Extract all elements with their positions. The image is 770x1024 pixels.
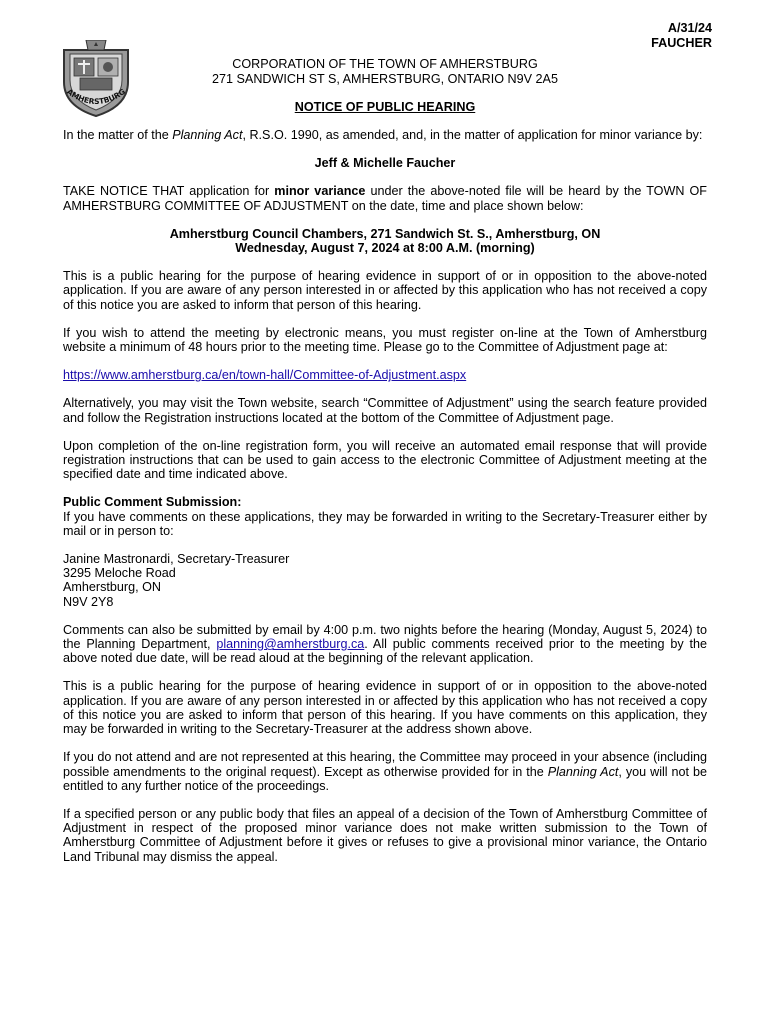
non-attendance-text-a: If you do not attend and are not represented at this hearing, the Committee may proceed in your absence (including possible amendments to the original request). Except as otherwise provided for in the: [63, 750, 707, 779]
letterhead: [150, 57, 620, 86]
file-name: FAUCHER: [651, 36, 712, 50]
non-attendance-text-b: , you will not be entitled to any further notice of the proceedings.: [63, 764, 707, 793]
email-submission-paragraph: [63, 623, 707, 666]
planning-act-ref-2: Planning Act: [547, 764, 619, 779]
committee-url-paragraph: [63, 368, 707, 382]
organization-name: CORPORATION OF THE TOWN OF AMHERSTBURG: [232, 57, 538, 71]
file-reference: [651, 21, 712, 51]
address-city: Amherstburg, ON: [63, 580, 161, 595]
venue-block: [63, 227, 707, 255]
take-notice-text-a: TAKE NOTICE THAT application for: [63, 184, 275, 199]
mailing-address: [63, 552, 707, 609]
take-notice-text-b: under the above-noted file will be heard by the TOWN OF AMHERSTBURG COMMITTEE OF ADJUSTMENT on the date, time and place shown below:: [63, 184, 707, 213]
file-number: A/31/24: [667, 21, 712, 35]
matter-paragraph: [63, 128, 707, 142]
registration-paragraph: Upon completion of the on-line registration form, you will receive an automated email response that will provide registration instructions that can be used to gain access to the electronic Committee of Adjustment meeting at the specified date and time indicated above.: [63, 438, 707, 482]
appeal-paragraph: If a specified person or any public body that files an appeal of a decision of the Town of Amherstburg Committee of Adjustment in respect of the proposed minor variance does not make written submission to the Town of Amherstburg Committee of Adjustment before it gives or refuses to give a provisional minor variance, the Ontario Land Tribunal may dismiss the appeal.: [63, 806, 707, 864]
planning-act-ref: Planning Act: [172, 128, 243, 142]
public-hearing-paragraph-2: This is a public hearing for the purpose of hearing evidence in support of or in opposition to the above-noted application. If you are aware of any person interested in or affected by this application who has not received a copy of this notice you are asked to inform that person of this hearing. If you have comments on this application, they may be forwarded in writing to the Secretary-Treasurer at the address shown above.: [63, 679, 707, 737]
committee-page-link[interactable]: https://www.amherstburg.ca/en/town-hall/Committee-of-Adjustment.aspx: [63, 368, 467, 383]
email-text-a: Comments can also be submitted by email by 4:00 p.m. two nights before the hearing (Monday, August 5, 2024) to the Planning Department,: [63, 622, 707, 652]
address-name: Janine Mastronardi, Secretary-Treasurer: [63, 552, 290, 567]
electronic-attendance-paragraph: If you wish to attend the meeting by electronic means, you must register on-line at the Town of Amherstburg website a minimum of 48 hours prior to the meeting time. Please go to the Committee of Adjustment page at:: [63, 325, 707, 355]
notice-title: NOTICE OF PUBLIC HEARING: [294, 100, 476, 114]
venue-datetime: Wednesday, August 7, 2024 at 8:00 A.M. (morning): [235, 241, 535, 256]
non-attendance-paragraph: [63, 750, 707, 793]
public-hearing-paragraph: This is a public hearing for the purpose of hearing evidence in support of or in opposition to the above-noted application. If you are aware of any person interested in or affected by this application who has not received a copy of this notice you are asked to inform that person of this hearing.: [63, 269, 707, 312]
venue-location: Amherstburg Council Chambers, 271 Sandwich St. S., Amherstburg, ON: [169, 226, 601, 241]
matter-text-b: , R.S.O. 1990, as amended, and, in the matter of application for minor variance by:: [242, 128, 703, 142]
organization-address: 271 SANDWICH ST S, AMHERSTBURG, ONTARIO N9V 2A5: [212, 71, 558, 86]
address-street: 3295 Meloche Road: [63, 566, 176, 581]
take-notice-paragraph: [63, 184, 707, 212]
minor-variance-emphasis: minor variance: [274, 184, 366, 199]
comment-submission-section: [63, 495, 707, 538]
comment-submission-text: If you have comments on these applications, they may be forwarded in writing to the Secretary-Treasurer either by mail or in person to:: [63, 509, 707, 538]
address-postal: N9V 2Y8: [63, 594, 114, 609]
applicant-name: Jeff & Michelle Faucher: [314, 156, 456, 171]
planning-email-link[interactable]: planning@amherstburg.ca: [216, 637, 365, 652]
email-text-b: . All public comments received prior to the meeting by the above noted due date, will be read aloud at the beginning of the relevant application.: [63, 637, 707, 666]
website-search-paragraph: Alternatively, you may visit the Town website, search “Committee of Adjustment” using the search feature provided and follow the Registration instructions located at the bottom of the Committee of Adjustment page.: [63, 396, 707, 425]
matter-text-a: In the matter of the: [63, 128, 173, 142]
notice-body: [63, 128, 707, 878]
seal-text: AMHERSTBURG: [65, 87, 127, 107]
comment-submission-heading: Public Comment Submission:: [63, 495, 242, 510]
